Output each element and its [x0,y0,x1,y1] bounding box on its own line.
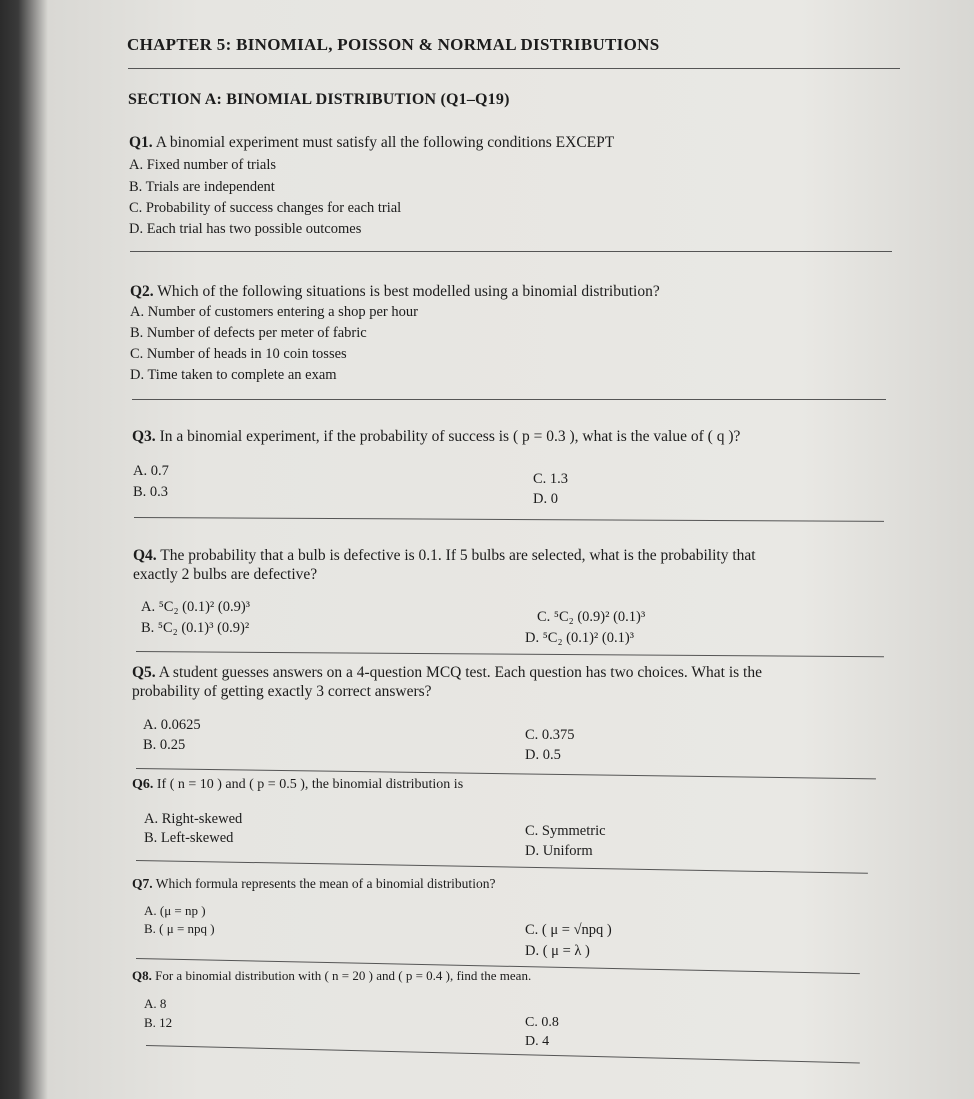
question-number: Q4. [133,547,157,564]
option-a: A. Fixed number of trials [129,157,276,173]
option-a: A. (μ = np ) [144,903,206,918]
question-text: The probability that a bulb is defective is 0.1. If 5 bulbs are selected, what is the probability that [160,547,756,564]
question-text: In a binomial experiment, if the probability of success is ( p = 0.3 ), what is the value of ( q )? [159,428,741,445]
question-number: Q6. [132,777,154,792]
option-d: D. Uniform [525,843,593,859]
option-c: C. ( μ = √npq ) [525,922,612,938]
divider [146,1045,860,1063]
option-d: D. ( μ = λ ) [525,943,590,959]
exam-page [40,0,974,1099]
option-c: C. Symmetric [525,823,606,839]
option-c: C. Number of heads in 10 coin tosses [130,346,347,362]
option-b: B. Left-skewed [144,830,234,846]
option-b: B. ( μ = npq ) [144,921,215,936]
question-number: Q2. [130,283,154,300]
question-3 [132,428,740,446]
question-number: Q1. [129,134,153,151]
question-text: A student guesses answers on a 4-question MCQ test. Each question has two choices. What is the [158,664,762,681]
divider [136,860,868,874]
option-d: D. ⁵C₂ (0.1)² (0.1)³ [525,630,635,646]
question-text-cont: exactly 2 bulbs are defective? [133,566,318,583]
option-b: B. 0.25 [143,737,186,753]
divider [130,251,892,252]
divider [132,399,886,400]
question-text: If ( n = 10 ) and ( p = 0.5 ), the binomial distribution is [156,777,464,792]
option-a: A. 8 [144,996,167,1011]
option-d: D. 0.5 [525,747,561,763]
question-number: Q8. [132,968,152,983]
option-b: B. Trials are independent [129,179,275,195]
section-title: SECTION A: BINOMIAL DISTRIBUTION (Q1–Q19) [128,91,510,108]
option-c: C. 0.8 [525,1015,559,1030]
question-8 [132,967,531,985]
option-a: A. Number of customers entering a shop per hour [130,304,418,320]
question-number: Q7. [132,876,153,891]
option-c: C. Probability of success changes for each trial [129,200,402,216]
option-b: B. 12 [144,1015,173,1030]
option-a: A. 0.0625 [143,717,201,733]
option-b: B. ⁵C₂ (0.1)³ (0.9)² [141,620,250,636]
option-c: C. 1.3 [533,471,569,487]
question-4 [133,547,756,565]
option-d: D. 4 [525,1034,550,1049]
question-number: Q3. [132,428,156,445]
question-text: A binomial experiment must satisfy all the following conditions EXCEPT [155,134,615,151]
question-6 [132,776,463,794]
question-text: For a binomial distribution with ( n = 20 ) and ( p = 0.4 ), find the mean. [155,968,532,983]
option-c: C. ⁵C₂ (0.9)² (0.1)³ [537,609,646,625]
option-b: B. 0.3 [133,484,169,500]
question-text-cont: probability of getting exactly 3 correct answers? [132,683,432,700]
question-5 [132,664,762,682]
option-d: D. Time taken to complete an exam [130,367,337,383]
option-d: D. Each trial has two possible outcomes [129,221,362,237]
question-7 [132,875,495,893]
question-text: Which of the following situations is best modelled using a binomial distribution? [157,283,660,300]
option-a: A. ⁵C₂ (0.1)² (0.9)³ [141,599,251,615]
question-1 [129,134,614,152]
option-a: A. 0.7 [133,463,169,479]
divider [128,68,900,69]
divider [136,651,884,657]
divider [134,517,884,522]
question-number: Q5. [132,664,156,681]
option-d: D. 0 [533,491,558,507]
option-a: A. Right-skewed [144,811,243,827]
question-2 [130,283,660,301]
option-b: B. Number of defects per meter of fabric [130,325,367,341]
chapter-title: CHAPTER 5: BINOMIAL, POISSON & NORMAL DISTRIBUTIONS [127,35,660,54]
option-c: C. 0.375 [525,727,575,743]
question-text: Which formula represents the mean of a binomial distribution? [155,876,496,891]
